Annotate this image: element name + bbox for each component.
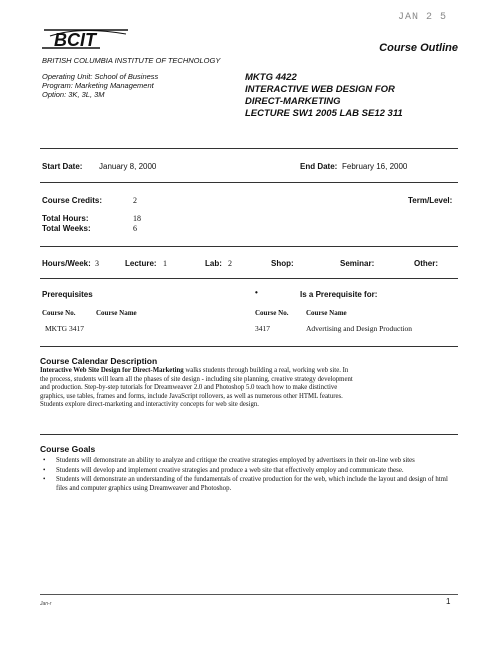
divider [40, 148, 458, 149]
postreq-col-course-no: Course No. [255, 309, 289, 317]
divider [40, 346, 458, 347]
lecture-label: Lecture: [125, 259, 157, 268]
course-credits-value: 2 [133, 196, 137, 205]
lecture-value: 1 [163, 259, 167, 268]
divider [40, 246, 458, 247]
hours-per-week-value: 3 [95, 259, 99, 268]
total-hours-value: 18 [133, 214, 141, 223]
option: Option: 3K, 3L, 3M [42, 90, 105, 99]
total-hours-label: Total Hours: [42, 214, 89, 223]
logo-text: BCIT [54, 30, 96, 50]
lab-label: Lab: [205, 259, 222, 268]
prereq-col-course-no: Course No. [42, 309, 76, 317]
prerequisites-heading: Prerequisites [42, 290, 93, 299]
course-name-line1: INTERACTIVE WEB DESIGN FOR [245, 84, 395, 95]
course-heading [245, 72, 403, 120]
bcit-logo [40, 24, 132, 52]
document-title: Course Outline [379, 42, 458, 54]
course-name-line2: DIRECT-MARKETING [245, 96, 341, 107]
start-date-value: January 8, 2000 [99, 162, 157, 171]
course-goal-item: • Students will demonstrate an understanding of the fundamentals of creative production for the web, which include the layout and design of html files and computer graphics using Dreamweaver and Photoshop. [40, 476, 458, 493]
received-date-stamp: JAN 2 5 [398, 12, 448, 23]
postreq-col-course-name: Course Name [306, 309, 347, 317]
start-date-label: Start Date: [42, 162, 83, 171]
institution-name: BRITISH COLUMBIA INSTITUTE OF TECHNOLOGY [42, 56, 221, 65]
hours-per-week-label: Hours/Week: [42, 259, 91, 268]
is-prerequisite-for-heading: Is a Prerequisite for: [300, 290, 378, 299]
other-label: Other: [414, 259, 438, 268]
divider [40, 434, 458, 435]
course-goals-heading: Course Goals [40, 444, 96, 454]
total-weeks-label: Total Weeks: [42, 224, 91, 233]
course-section: LECTURE SW1 2005 LAB SE12 311 [245, 108, 403, 119]
postreq-row-course-no: 3417 [255, 324, 270, 333]
calendar-description-line: graphics, use tables, frames and forms, include JavaScript rollovers, as well as numerous other HTML features. [40, 392, 343, 400]
footer-divider [40, 594, 458, 595]
course-credits-label: Course Credits: [42, 196, 103, 205]
term-level-label: Term/Level: [408, 196, 453, 205]
program-meta [42, 72, 158, 99]
postreq-row-course-name: Advertising and Design Production [306, 324, 413, 333]
operating-unit: Operating Unit: School of Business [42, 72, 159, 81]
calendar-description-line: the process, students will learn all the phases of site design - including site planning, creative strategy development [40, 375, 353, 383]
calendar-description-line: Students explore direct-marketing and interactivity concepts for web site design. [40, 401, 259, 409]
end-date-label: End Date: [300, 162, 338, 171]
calendar-description-line: walks students through building a real, working web site. In [183, 367, 349, 374]
total-weeks-value: 6 [133, 224, 137, 233]
shop-label: Shop: [271, 259, 294, 268]
footer-note: Jan-r [40, 601, 52, 607]
calendar-description-heading: Course Calendar Description [40, 356, 158, 366]
page-number: 1 [446, 597, 451, 606]
prereq-row-course-no: MKTG 3417 [45, 324, 84, 333]
divider [40, 182, 458, 183]
course-goals-list [40, 457, 458, 494]
divider [40, 278, 458, 279]
course-code: MKTG 4422 [245, 72, 297, 83]
bullet: • [255, 288, 258, 297]
calendar-description-line: and production. Step-by-step tutorials for Dreamweaver 2.0 and Photoshop 5.0 teach how to make distinctive [40, 384, 338, 392]
program: Program: Marketing Management [42, 81, 154, 90]
lab-value: 2 [228, 259, 232, 268]
course-goal-item: • Students will demonstrate an ability to analyze and critique the creative strategies employed by advertisers in their on-line web sites [40, 457, 458, 466]
calendar-description-text [40, 367, 458, 410]
prereq-col-course-name: Course Name [96, 309, 137, 317]
seminar-label: Seminar: [340, 259, 375, 268]
course-goal-item: • Students will develop and implement creative strategies and produce a web site that effectively employ and communicate these. [40, 467, 458, 476]
calendar-description-lead: Interactive Web Site Design for Direct-Marketing [40, 367, 184, 374]
end-date-value: February 16, 2000 [342, 162, 408, 171]
